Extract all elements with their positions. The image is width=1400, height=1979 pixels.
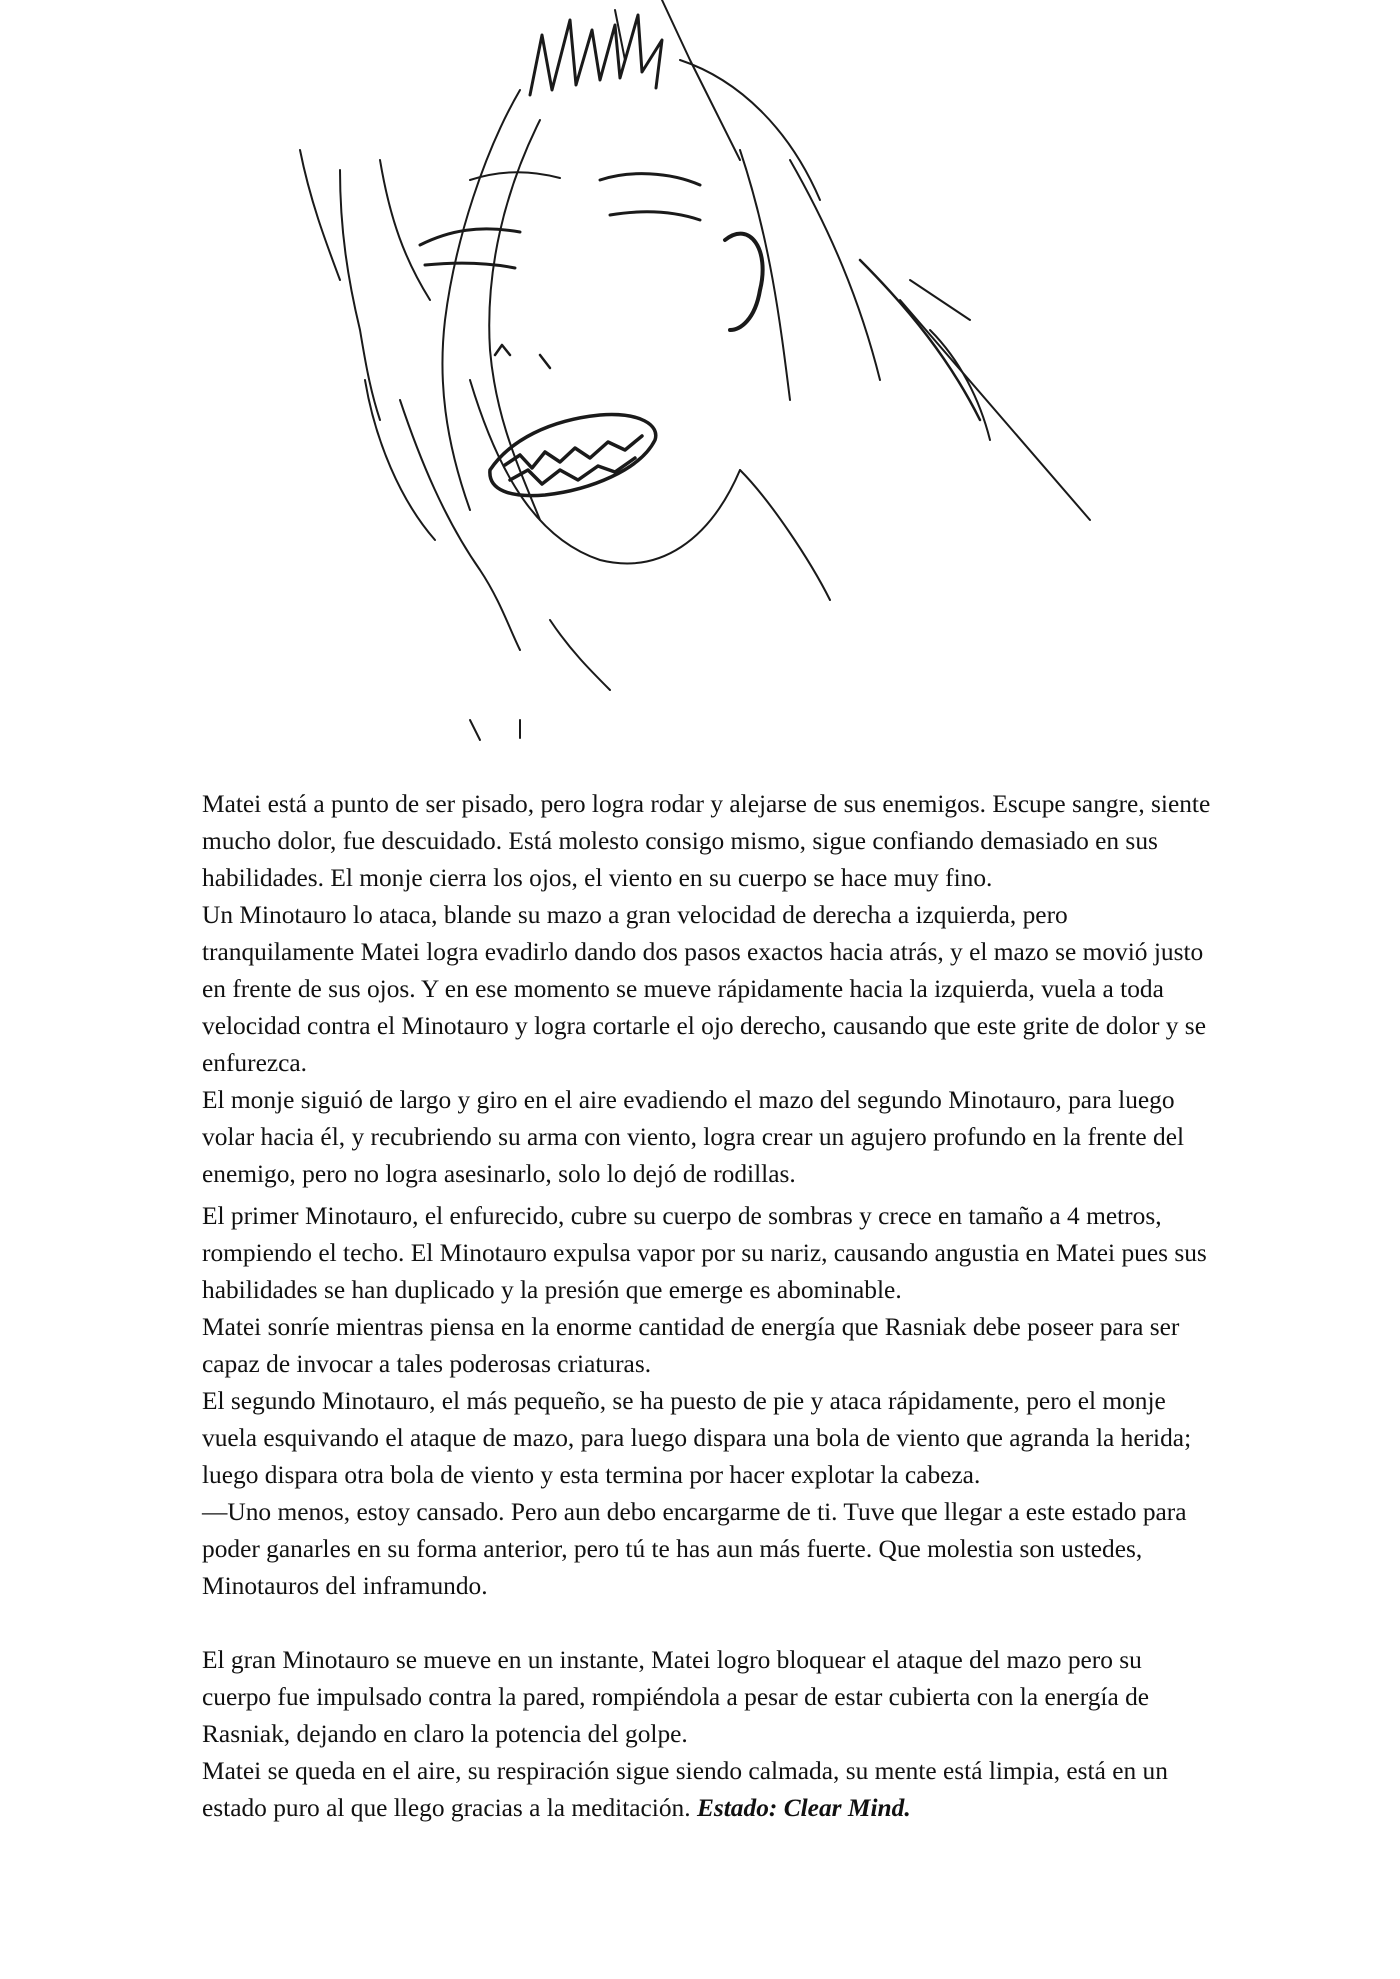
story-text — [202, 786, 1217, 1827]
paragraph: El primer Minotauro, el enfurecido, cubre su cuerpo de sombras y crece en tamaño a 4 metros, rompiendo el techo. El Minotauro expulsa vapor por su nariz, causando angustia en Matei pues sus habilidades se han duplicado y la presión que emerge es abominable. — [202, 1202, 1207, 1304]
dialogue-paragraph: —Uno menos, estoy cansado. Pero aun debo encargarme de ti. Tuve que llegar a este estado para poder ganarles en su forma anterior, pero tú te has aun más fuerte. Que molestia son ustedes, Minotauros del inframundo. — [202, 1498, 1187, 1600]
paragraph: Matei sonríe mientras piensa en la enorme cantidad de energía que Rasniak debe poseer para ser capaz de invocar a tales poderosas criaturas. — [202, 1313, 1180, 1378]
paragraph — [202, 1753, 1217, 1827]
paragraph: Un Minotauro lo ataca, blande su mazo a gran velocidad de derecha a izquierda, pero tranquilamente Matei logra evadirlo dando dos pasos exactos hacia atrás, y el mazo se movió justo en frente de sus ojos. Y en ese momento se mueve rápidamente hacia la izquierda, vuela a toda velocidad contra el Minotauro y logra cortarle el ojo derecho, causando que este grite de dolor y se enfurezca. — [202, 901, 1206, 1077]
nose — [495, 345, 550, 368]
ear — [725, 234, 763, 330]
paragraph-text: Matei se queda en el aire, su respiración sigue siendo calmada, su mente está limpia, está en un estado puro al que llego gracias a la meditación. — [202, 1757, 1168, 1822]
character-face-sketch — [270, 0, 1110, 745]
hair-spikes — [530, 0, 740, 160]
paragraph: El segundo Minotauro, el más pequeño, se ha puesto de pie y ataca rápidamente, pero el monje vuela esquivando el ataque de mazo, para luego dispara una bola de viento que agranda la herida; luego dispara otra bola de viento y esta termina por hacer explotar la cabeza. — [202, 1387, 1192, 1489]
paragraph: Matei está a punto de ser pisado, pero logra rodar y alejarse de sus enemigos. Escupe sangre, siente mucho dolor, fue descuidado. Está molesto consigo mismo, sigue confiando demasiado en sus habilidades. El monje cierra los ojos, el viento en su cuerpo se hace muy fino. — [202, 790, 1211, 892]
paragraph: El gran Minotauro se mueve en un instante, Matei logro bloquear el ataque del mazo pero su cuerpo fue impulsado contra la pared, rompiéndola a pesar de estar cubierta con la energía de Rasniak, dejando en claro la potencia del golpe. — [202, 1646, 1150, 1748]
closed-eyes — [420, 172, 700, 268]
hair-left-strands — [300, 90, 540, 740]
hair-right-strands — [680, 60, 1090, 520]
paragraph: El monje siguió de largo y giro en el aire evadiendo el mazo del segundo Minotauro, para luego volar hacia él, y recubriendo su arma con viento, logra crear un agujero profundo en la frente del enemigo, pero no logra asesinarlo, solo lo dejó de rodillas. — [202, 1086, 1185, 1188]
status-label: Estado: Clear Mind. — [696, 1794, 911, 1822]
